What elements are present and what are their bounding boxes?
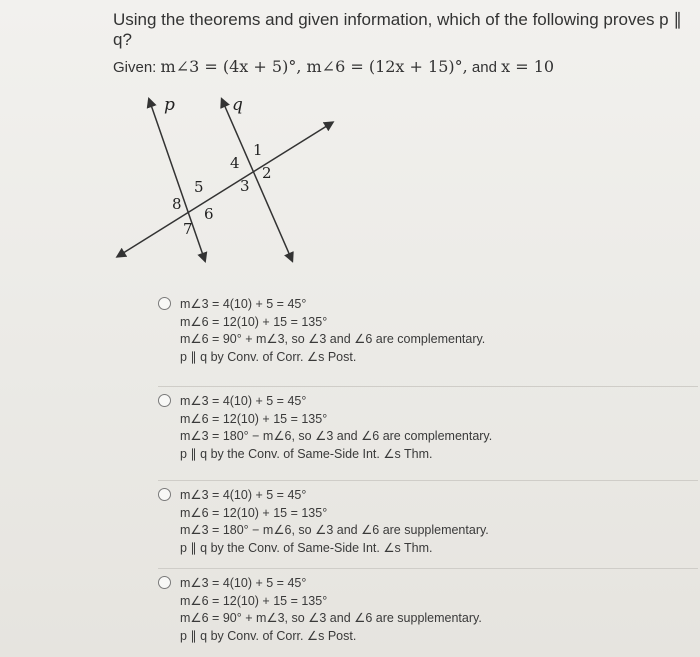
option-c-line-1: m∠3 = 4(10) + 5 = 45° (180, 488, 307, 502)
angle-label-2: 2 (262, 164, 272, 182)
option-d-line-4: p ∥ q by Conv. of Corr. ∠s Post. (180, 628, 357, 643)
angle-label-5: 5 (194, 178, 204, 196)
option-d-line-3: m∠6 = 90° + m∠3, so ∠3 and ∠6 are supplementary. (180, 611, 482, 625)
option-divider (158, 568, 698, 569)
option-b-line-3: m∠3 = 180° − m∠6, so ∠3 and ∠6 are complementary. (180, 429, 493, 443)
option-b-line-1: m∠3 = 4(10) + 5 = 45° (180, 394, 307, 408)
option-a-line-4: p ∥ q by Conv. of Corr. ∠s Post. (180, 349, 357, 364)
angle-label-6: 6 (204, 205, 214, 223)
option-a-line-3: m∠6 = 90° + m∠3, so ∠3 and ∠6 are complementary. (180, 332, 486, 346)
given-and: and (471, 59, 497, 76)
angle-label-7: 7 (183, 220, 193, 238)
angle-label-3: 3 (240, 177, 250, 195)
option-c-line-2: m∠6 = 12(10) + 15 = 135° (180, 505, 328, 520)
given-angle-expressions: m∠3 = (4x + 5)°, m∠6 = (12x + 15)°, (160, 57, 468, 76)
line-p-label: p (164, 95, 175, 115)
angle-label-1: 1 (253, 141, 263, 159)
answer-option-c[interactable] (160, 487, 680, 557)
option-a-line-2: m∠6 = 12(10) + 15 = 135° (180, 314, 328, 329)
angle-label-8: 8 (172, 195, 182, 213)
parallel-lines-diagram (108, 88, 338, 283)
answer-option-a[interactable] (160, 296, 680, 366)
radio-button-b[interactable] (158, 394, 171, 407)
answer-option-d[interactable] (160, 575, 680, 645)
angle-label-4: 4 (230, 154, 240, 172)
option-b-line-2: m∠6 = 12(10) + 15 = 135° (180, 411, 328, 426)
option-a-line-1: m∠3 = 4(10) + 5 = 45° (180, 297, 307, 311)
radio-button-a[interactable] (158, 297, 171, 310)
option-divider (158, 480, 698, 481)
line-q-label: q (232, 95, 243, 115)
option-d-line-1: m∠3 = 4(10) + 5 = 45° (180, 576, 307, 590)
option-b-line-4: p ∥ q by the Conv. of Same-Side Int. ∠s Thm. (180, 446, 433, 461)
option-c-line-3: m∠3 = 180° − m∠6, so ∠3 and ∠6 are supplementary. (180, 523, 489, 537)
radio-button-c[interactable] (158, 488, 171, 501)
transversal (120, 124, 330, 255)
answer-option-b[interactable] (160, 393, 680, 463)
given-statement (113, 57, 673, 76)
line-q (223, 102, 291, 258)
question-text: Using the theorems and given information, which of the following proves p ∥ q? (113, 10, 682, 49)
option-divider (158, 386, 698, 387)
given-prefix: Given: (113, 59, 157, 76)
radio-button-d[interactable] (158, 576, 171, 589)
given-x-value: x = 10 (501, 57, 555, 76)
option-d-line-2: m∠6 = 12(10) + 15 = 135° (180, 593, 328, 608)
option-c-line-4: p ∥ q by the Conv. of Same-Side Int. ∠s Thm. (180, 540, 433, 555)
